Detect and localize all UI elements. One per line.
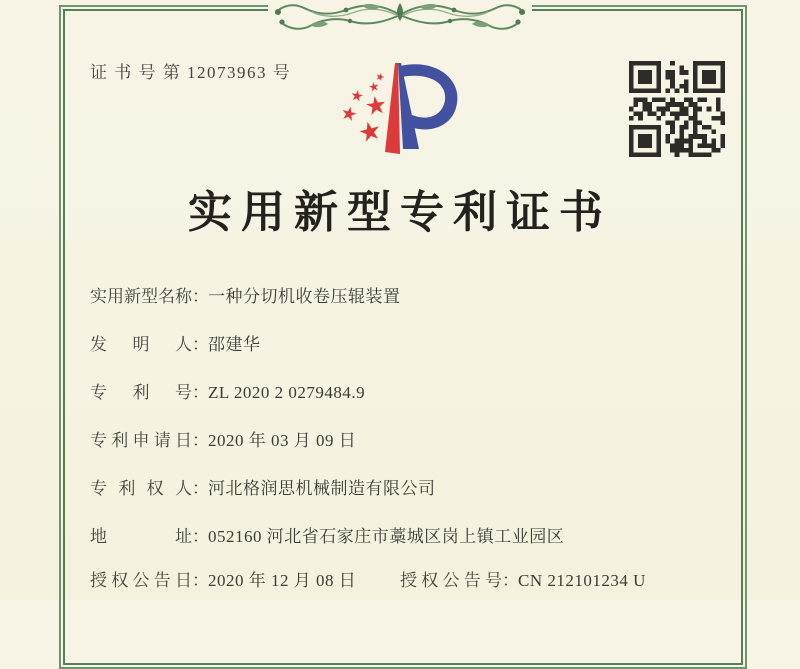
field-value: 052160 河北省石家庄市藁城区岗上镇工业园区	[208, 527, 565, 546]
field-label: 授 权 公 告 号	[400, 571, 502, 590]
colon: ：	[192, 287, 209, 306]
field-value: 邵建华	[208, 335, 261, 354]
certificate-number: 证 书 号 第 12073963 号	[90, 63, 292, 82]
field-label: 授 权 公 告 日	[90, 571, 192, 590]
field-label: 专 利 权 人	[90, 479, 192, 498]
colon: ：	[192, 431, 209, 450]
qr-code-icon	[629, 61, 725, 157]
certificate-title: 实用新型专利证书	[188, 188, 612, 237]
field-value: 一种分切机收卷压辊装置	[208, 287, 401, 306]
field-row-inventor	[90, 330, 730, 378]
field-row-filing-date	[90, 426, 730, 474]
colon: ：	[192, 527, 209, 546]
field-label: 实 用 新 型 名 称	[90, 287, 192, 306]
floral-flourish-icon	[268, 0, 532, 32]
field-row-patentee	[90, 474, 730, 522]
colon: ：	[192, 571, 209, 590]
grant-date	[90, 566, 356, 591]
colon: ：	[502, 571, 519, 590]
field-list	[90, 282, 730, 570]
field-row-name	[90, 282, 730, 330]
field-label: 专 利 号	[90, 383, 192, 402]
field-row-patent-number	[90, 378, 730, 426]
cnipa-patent-logo-icon	[333, 50, 473, 170]
field-value: 2020 年 03 月 09 日	[208, 431, 357, 450]
field-row-address	[90, 522, 730, 570]
colon: ：	[192, 335, 209, 354]
field-label: 地 址	[90, 527, 192, 546]
field-label: 专 利 申 请 日	[90, 431, 192, 450]
field-value: CN 212101234 U	[518, 571, 646, 590]
colon: ：	[192, 383, 209, 402]
field-value: ZL 2020 2 0279484.9	[208, 383, 366, 402]
colon: ：	[192, 479, 209, 498]
field-value: 河北格润思机械制造有限公司	[208, 479, 436, 498]
field-label: 发 明 人	[90, 335, 192, 354]
grant-publication-number	[400, 566, 646, 591]
field-value: 2020 年 12 月 08 日	[208, 571, 357, 590]
